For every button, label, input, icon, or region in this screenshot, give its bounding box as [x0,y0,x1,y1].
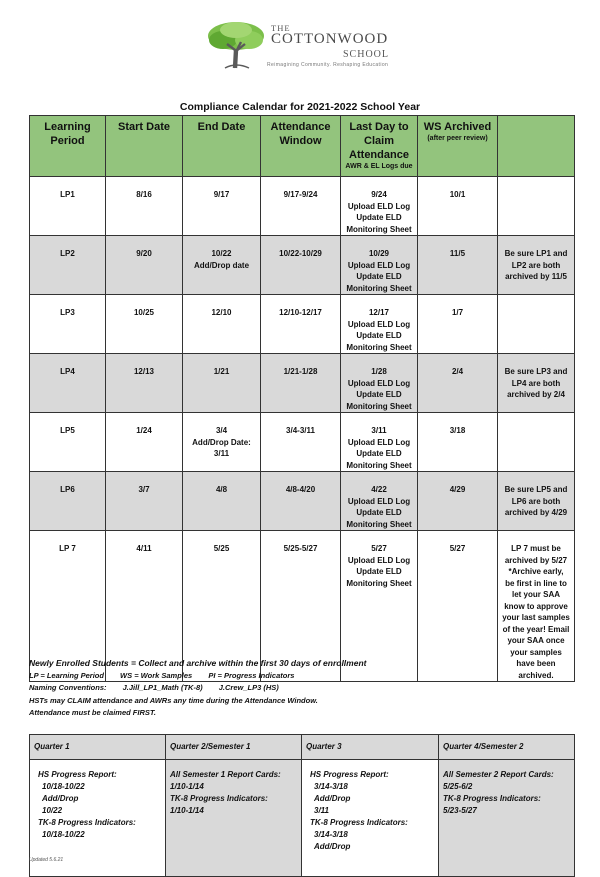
cell-attendance-window: 12/10-12/17 [261,295,341,354]
quarters-header-row [30,735,575,760]
cell-last-day-line: Upload ELD Log [347,437,411,447]
header-row [30,116,575,177]
note-ws: WS = Work Samples [120,670,193,680]
cell-end-date [183,177,261,236]
cell-ws-archived: 10/1 [418,177,498,236]
cell-attendance-window: 4/8-4/20 [261,472,341,531]
cell-learning-period: LP5 [30,413,106,472]
cell-learning-period: LP1 [30,177,106,236]
cell-note-line: LP4 are both [511,378,561,388]
cell-last-day-line: Monitoring Sheet [346,283,412,293]
quarter-line: HS Progress Report: [310,770,389,779]
cell-last-day [341,354,418,413]
logo-tagline: Reimagining Community. Reshaping Education [267,62,389,68]
quarter-header: Quarter 1 [30,735,166,760]
quarter-line: Add/Drop [42,794,79,803]
cell-last-day-line: 1/28 [371,367,387,376]
cell-note-line: Be sure LP1 and [504,249,568,258]
cell-note [498,472,575,531]
cell-last-day-line: Upload ELD Log [347,319,411,329]
cell-last-day [341,236,418,295]
quarter-line: 1/10-1/14 [170,806,204,815]
note-lp: LP = Learning Period [29,670,104,680]
cell-last-day-line: Update ELD [356,508,402,517]
quarter-line: 3/14-3/18 [314,782,348,791]
quarter-line: 5/25-6/2 [443,782,473,791]
cell-ws-archived: 5/27 [418,531,498,682]
cell-last-day-line: Upload ELD Log [347,496,411,506]
quarter-line: 5/23-5/27 [443,806,477,815]
cell-note [498,295,575,354]
header-sublabel: (after peer review) [427,135,488,142]
cell-ws-archived: 11/5 [418,236,498,295]
quarter-cell [166,760,302,877]
cell-last-day-line: Upload ELD Log [347,378,411,388]
header-last-day [341,116,418,177]
header-ws-archived [418,116,498,177]
cell-start-date: 4/11 [106,531,183,682]
cell-start-date: 10/25 [106,295,183,354]
cell-start-date: 1/24 [106,413,183,472]
quarter-cell [439,760,575,877]
cell-learning-period: LP3 [30,295,106,354]
cell-note-line: archived by 11/5 [505,272,567,281]
table-row [30,295,575,354]
quarter-line: TK-8 Progress Indicators: [310,818,408,827]
cell-last-day-line: Monitoring Sheet [346,401,412,411]
quarter-line: HS Progress Report: [38,770,117,779]
cell-note-line: know to approve [504,601,568,611]
cell-end-date [183,413,261,472]
cell-ws-archived: 3/18 [418,413,498,472]
cell-end-date-line: 12/10 [211,308,232,317]
quarter-header: Quarter 2/Semester 1 [166,735,302,760]
quarter-line: 3/14-3/18 [314,830,348,839]
cell-start-date: 8/16 [106,177,183,236]
cell-attendance-window: 3/4-3/11 [261,413,341,472]
cell-ws-archived: 2/4 [418,354,498,413]
table-row [30,472,575,531]
cell-end-date-line: 4/8 [215,485,228,494]
cell-last-day-line: 9/24 [371,190,387,199]
cell-last-day-line: Monitoring Sheet [346,224,412,234]
cell-last-day-line: Update ELD [356,331,402,340]
header-attendance-window [261,116,341,177]
cell-note-line: Be sure LP5 and [504,485,568,494]
cell-last-day-line: Update ELD [356,390,402,399]
cell-last-day-line: Update ELD [356,449,402,458]
quarter-line: Add/Drop [314,794,351,803]
cell-attendance-window: 5/25-5/27 [261,531,341,682]
quarter-line: All Semester 2 Report Cards: [443,770,554,779]
header-learning-period [30,116,106,177]
table-row [30,177,575,236]
cell-end-date-line: 3/11 [213,449,230,458]
note-new-students: Newly Enrolled Students = Collect and archive within the first 30 days of enrollment [29,658,367,668]
header-label: End Date [197,121,246,133]
cell-note-line: archived. [518,670,554,680]
cell-end-date-line: 1/21 [213,367,230,376]
cell-note-line: LP2 are both [511,260,561,270]
cell-note-line: your last samples [502,613,570,622]
cell-last-day-line: Monitoring Sheet [346,342,412,352]
cell-attendance-window: 10/22-10/29 [261,236,341,295]
note-naming [29,682,366,695]
school-logo [205,20,405,75]
cell-note-line: archived by 2/4 [507,390,565,399]
quarter-line: 1/10-1/14 [170,782,204,791]
cell-attendance-window: 9/17-9/24 [261,177,341,236]
quarter-line: TK-8 Progress Indicators: [443,794,541,803]
cell-end-date-line: 10/22 [211,249,232,258]
quarter-line: 10/22 [42,806,63,815]
tree-icon [205,20,267,70]
notes-section [29,657,366,720]
cell-ws-archived: 1/7 [418,295,498,354]
header-label: Attendance Window [270,121,331,147]
cell-last-day-line: 12/17 [368,308,390,317]
cell-last-day-line: Monitoring Sheet [346,519,412,529]
quarter-cell [302,760,439,877]
cell-last-day-line: 5/27 [371,544,387,553]
quarter-line: TK-8 Progress Indicators: [38,818,136,827]
quarters-body-row [30,760,575,877]
note-naming-label: Naming Conventions: [29,683,107,692]
quarters-table [29,734,575,877]
header-label: Last Day to Claim Attendance [349,121,409,161]
logo-name: COTTONWOOD [271,31,389,47]
cell-last-day-line: Upload ELD Log [347,201,411,211]
cell-end-date-line: 3/4 [215,426,228,435]
cell-note-line: your SAA once [507,636,565,645]
cell-last-day-line: 4/22 [371,485,387,494]
cell-learning-period: LP 7 [30,531,106,682]
quarter-line: TK-8 Progress Indicators: [170,794,268,803]
cell-end-date-line: Add/Drop Date: [192,437,251,447]
compliance-table [29,115,575,682]
cell-attendance-window: 1/21-1/28 [261,354,341,413]
cell-note-line: be first in line to [505,578,567,588]
cell-last-day [341,472,418,531]
cell-note-line: archived by 4/29 [504,508,568,517]
header-label: Learning Period [44,121,91,147]
cell-learning-period: LP6 [30,472,106,531]
cell-end-date [183,236,261,295]
note-hst: HSTs may CLAIM attendance and AWRs any time during the Attendance Window. [29,695,318,705]
cell-note-line: LP 7 must be [511,544,561,553]
cell-end-date [183,295,261,354]
quarter-header: Quarter 3 [302,735,439,760]
cell-learning-period: LP4 [30,354,106,413]
header-notes [498,116,575,177]
note-abbreviations [29,670,366,683]
cell-learning-period: LP2 [30,236,106,295]
cell-start-date: 9/20 [106,236,183,295]
cell-note [498,236,575,295]
table-row [30,354,575,413]
quarter-line: 3/11 [314,806,329,815]
cell-end-date-line: Add/Drop date [193,260,250,270]
note-naming-tk8: J.Jill_LP1_Math (TK-8) [122,683,203,692]
quarter-header: Quarter 4/Semester 2 [439,735,575,760]
header-end-date [183,116,261,177]
cell-last-day-line: Update ELD [356,272,402,281]
quarter-line: 10/18-10/22 [42,782,85,791]
page-title: Compliance Calendar for 2021-2022 School Year [179,101,421,113]
cell-end-date-line: 5/25 [213,544,230,553]
note-naming-hs: J.Crew_LP3 (HS) [218,683,279,692]
cell-note [498,354,575,413]
cell-note [498,531,575,682]
header-sublabel: AWR & EL Logs due [345,163,413,170]
cell-last-day-line: Update ELD [356,567,402,576]
quarter-line: 10/18-10/22 [42,830,85,839]
table-row [30,236,575,295]
logo-school: SCHOOL [343,49,390,60]
cell-note-line: LP6 are both [511,496,561,506]
cell-note-line: *Archive early, [508,567,564,576]
cell-start-date: 3/7 [106,472,183,531]
cell-last-day-line: Update ELD [356,213,402,222]
cell-last-day-line: Monitoring Sheet [346,578,412,588]
cell-end-date [183,472,261,531]
cell-note-line: Be sure LP3 and [504,367,568,376]
updated-note: Updated 5.6.21 [29,857,64,863]
cell-last-day [341,177,418,236]
quarter-line: All Semester 1 Report Cards: [170,770,281,779]
cell-last-day-line: 10/29 [368,249,390,258]
header-label: WS Archived [423,121,492,133]
quarter-line: Add/Drop [314,842,351,851]
cell-ws-archived: 4/29 [418,472,498,531]
cell-end-date-line: 9/17 [213,190,230,199]
header-start-date [106,116,183,177]
cell-end-date [183,354,261,413]
cell-last-day [341,295,418,354]
cell-note-line: your samples [510,647,562,657]
table-row [30,413,575,472]
cell-note-line: have been [516,659,556,668]
cell-last-day-line: 3/11 [371,426,387,435]
cell-note-line: let your SAA [511,590,560,599]
cell-note-line: archived by 5/27 [504,555,568,565]
cell-last-day [341,413,418,472]
cell-last-day-line: Upload ELD Log [347,260,411,270]
cell-last-day-line: Monitoring Sheet [346,460,412,470]
cell-last-day-line: Upload ELD Log [347,555,411,565]
note-attendance-first: Attendance must be claimed FIRST. [29,708,156,717]
cell-start-date: 12/13 [106,354,183,413]
cell-note [498,177,575,236]
cell-note-line: of the year! Email [502,624,570,634]
header-label: Start Date [118,121,170,133]
logo-the: THE [271,23,291,33]
cell-note [498,413,575,472]
note-pi: PI = Progress Indicators [208,670,295,680]
